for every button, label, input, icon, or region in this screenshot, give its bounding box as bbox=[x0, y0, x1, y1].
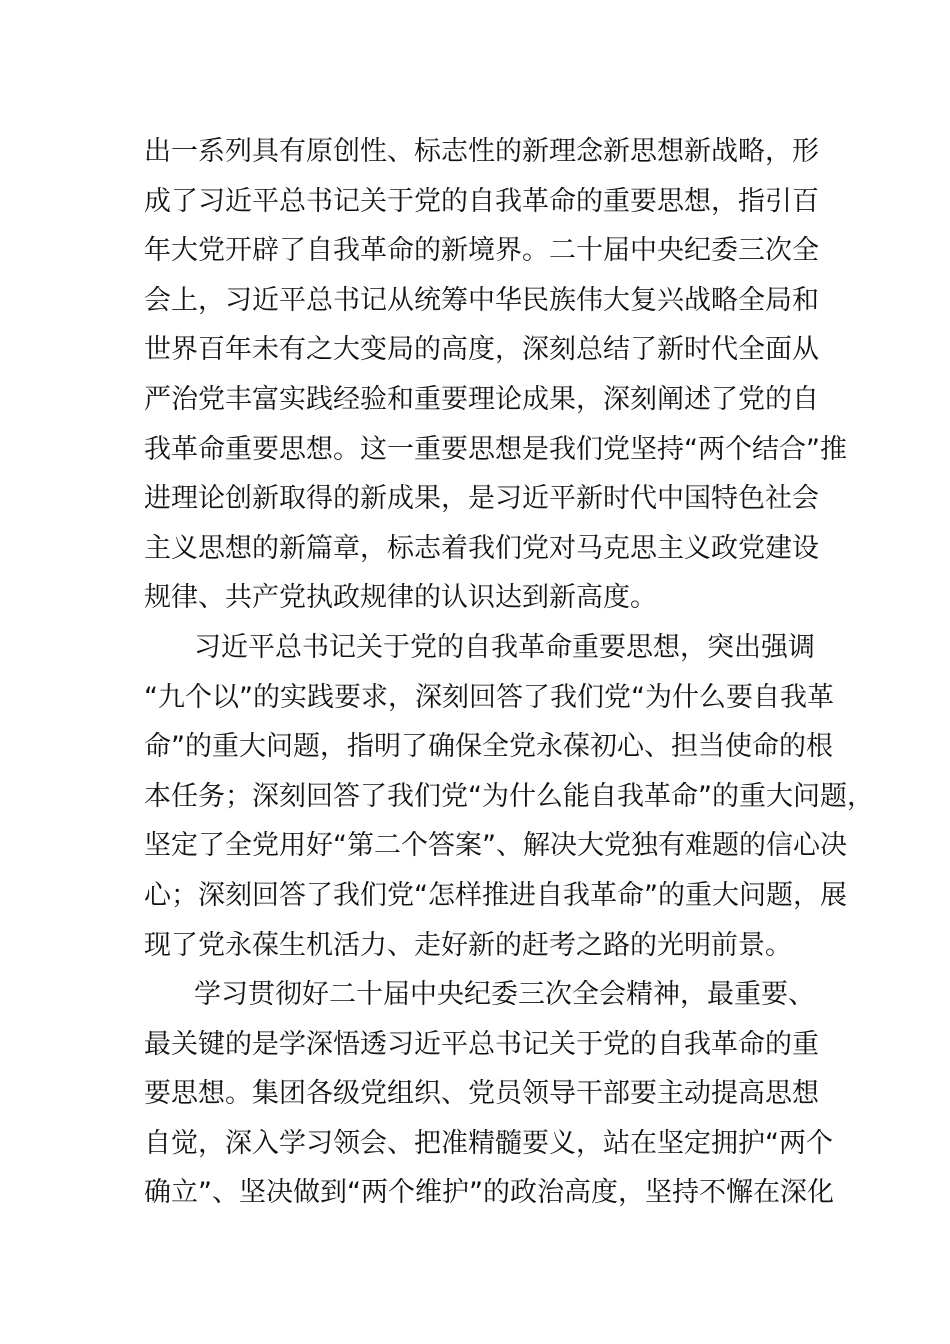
text-line: “九个以”的实践要求，深刻回答了我们党“为什么要自我革 bbox=[144, 681, 834, 713]
document-body bbox=[144, 127, 874, 1218]
text-line: 要思想。集团各级党组织、党员领导干部要主动提高思想 bbox=[144, 1078, 819, 1110]
paragraph-2 bbox=[144, 623, 874, 970]
text-line: 坚定了全党用好“第二个答案”、解决大党独有难题的信心决 bbox=[144, 830, 847, 862]
text-line: 确立”、坚决做到“两个维护”的政治高度，坚持不懈在深化 bbox=[144, 1177, 834, 1209]
paragraph-1 bbox=[144, 127, 847, 623]
text-line: 最关键的是学深悟透习近平总书记关于党的自我革命的重 bbox=[144, 1028, 819, 1060]
text-line: 心；深刻回答了我们党“怎样推进自我革命”的重大问题，展 bbox=[144, 879, 847, 911]
text-line: 严治党丰富实践经验和重要理论成果，深刻阐述了党的自 bbox=[144, 383, 819, 415]
text-line: 现了党永葆生机活力、走好新的赶考之路的光明前景。 bbox=[144, 929, 792, 961]
text-line: 规律、共产党执政规律的认识达到新高度。 bbox=[144, 582, 657, 614]
text-line: 世界百年未有之大变局的高度，深刻总结了新时代全面从 bbox=[144, 334, 819, 366]
text-line: 会上，习近平总书记从统筹中华民族伟大复兴战略全局和 bbox=[144, 284, 819, 316]
text-line: 出一系列具有原创性、标志性的新理念新思想新战略，形 bbox=[144, 136, 819, 167]
paragraph-3 bbox=[144, 970, 834, 1218]
text-line: 年大党开辟了自我革命的新境界。二十届中央纪委三次全 bbox=[144, 235, 819, 267]
text-line: 学习贯彻好二十届中央纪委三次全会精神，最重要、 bbox=[194, 979, 815, 1011]
text-line: 命”的重大问题，指明了确保全党永葆初心、担当使命的根 bbox=[144, 731, 833, 763]
text-line: 进理论创新取得的新成果，是习近平新时代中国特色社会 bbox=[144, 483, 819, 515]
text-line: 我革命重要思想。这一重要思想是我们党坚持“两个结合”推 bbox=[144, 433, 847, 465]
text-line: 习近平总书记关于党的自我革命重要思想，突出强调 bbox=[194, 631, 815, 663]
text-line: 成了习近平总书记关于党的自我革命的重要思想，指引百 bbox=[144, 185, 819, 217]
text-line: 自觉，深入学习领会、把准精髓要义，站在坚定拥护“两个 bbox=[144, 1127, 833, 1159]
text-line: 主义思想的新篇章，标志着我们党对马克思主义政党建设 bbox=[144, 532, 819, 564]
text-line: 本任务；深刻回答了我们党“为什么能自我革命”的重大问题， bbox=[144, 780, 874, 812]
